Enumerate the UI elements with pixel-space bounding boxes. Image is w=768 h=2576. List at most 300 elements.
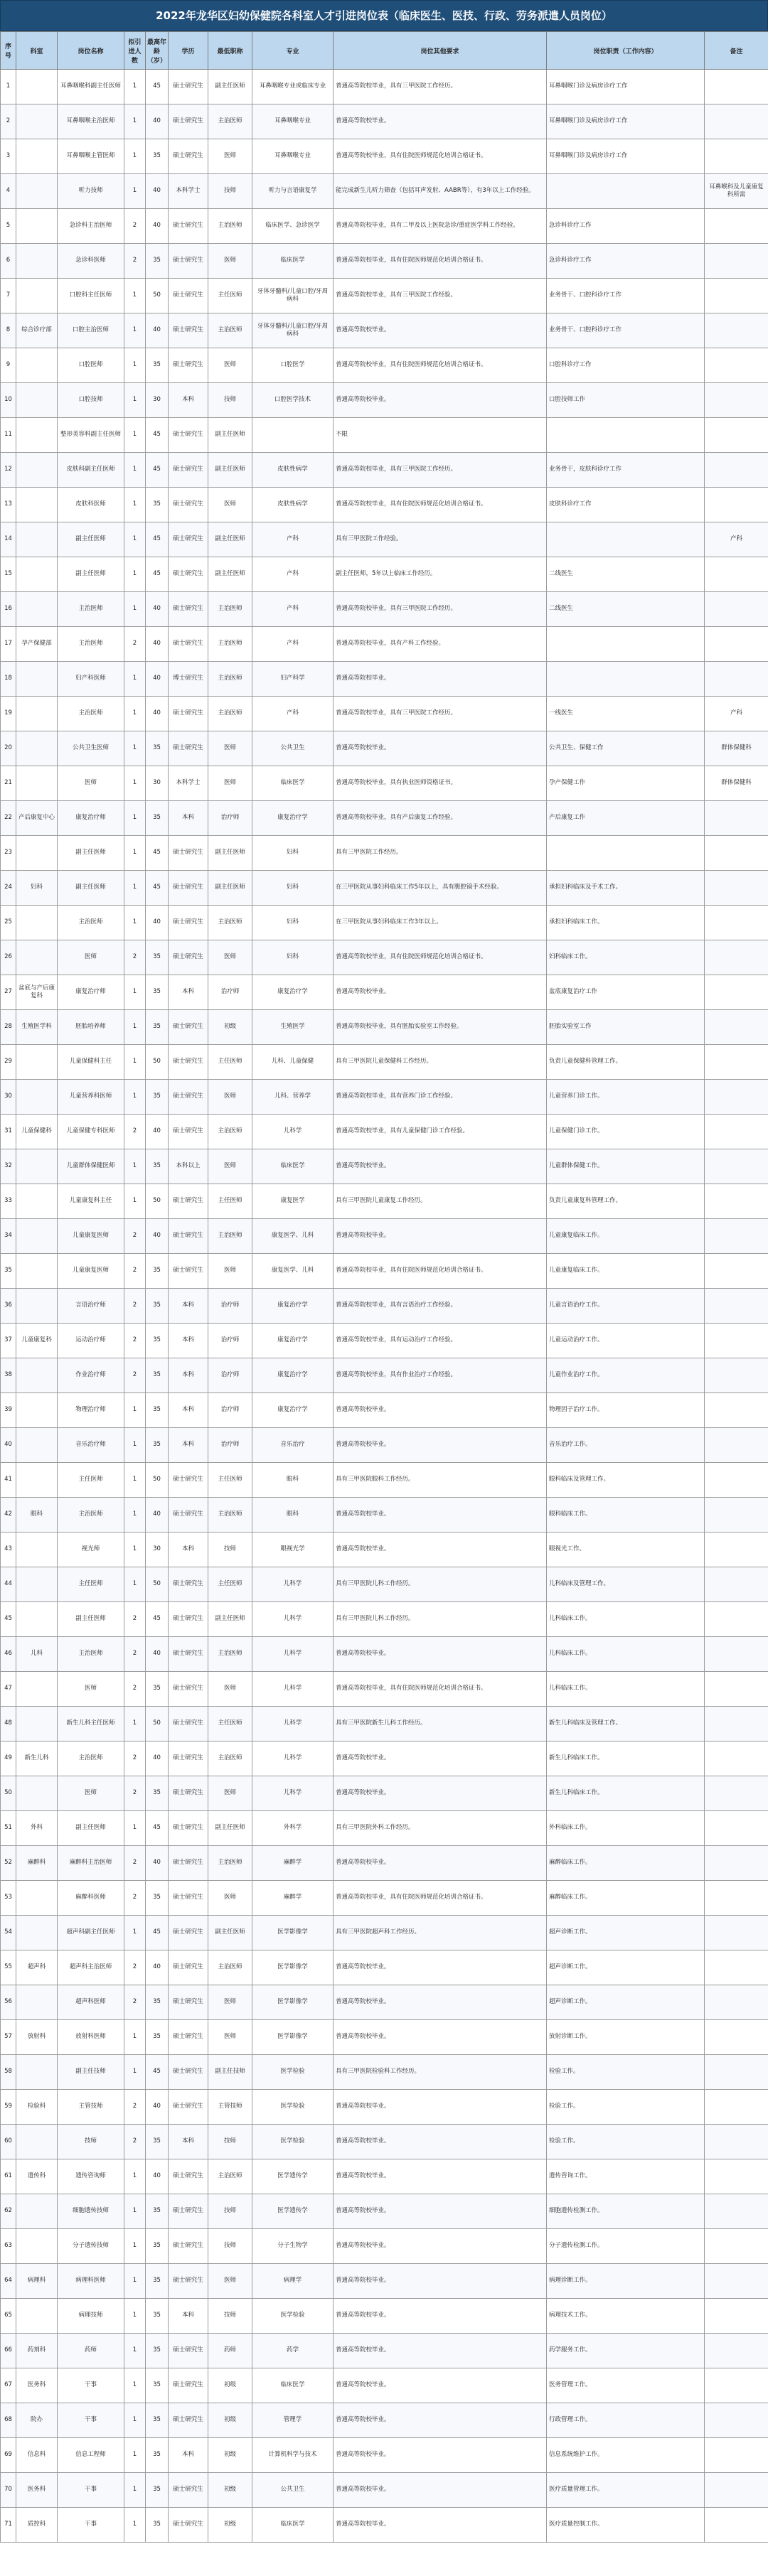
cell-major: 儿科学 (252, 1637, 334, 1672)
cell-index: 67 (1, 2368, 16, 2403)
cell-duties: 急诊科诊疗工作 (547, 209, 705, 244)
table-row (1, 1045, 768, 1080)
cell-title: 医师 (208, 488, 252, 522)
cell-title: 初级 (208, 1010, 252, 1045)
table-row (1, 2159, 768, 2194)
cell-index: 32 (1, 1149, 16, 1184)
cell-index: 22 (1, 801, 16, 836)
cell-duties: 业务骨干、口腔科诊疗工作 (547, 313, 705, 348)
cell-count: 2 (124, 1219, 146, 1254)
cell-notes (705, 1115, 768, 1149)
table-row (1, 1463, 768, 1498)
cell-requirements: 副主任医师，5年以上临床工作经历。 (334, 557, 547, 592)
cell-requirements: 具有三甲医院外科工作经历。 (334, 1811, 547, 1846)
cell-notes (705, 1498, 768, 1533)
cell-education: 本科 (169, 2125, 208, 2159)
cell-position: 超声科主治医师 (58, 1950, 124, 1985)
cell-count: 1 (124, 313, 146, 348)
cell-duties: 二线医生 (547, 592, 705, 627)
table-row (1, 627, 768, 662)
cell-major: 公共卫生 (252, 731, 334, 766)
cell-major: 分子生物学 (252, 2229, 334, 2264)
cell-requirements: 普通高等院校毕业，具有住院医师规范化培训合格证书。 (334, 244, 547, 279)
table-row (1, 70, 768, 104)
cell-department (16, 1567, 58, 1602)
cell-major: 儿科学 (252, 1707, 334, 1742)
cell-requirements: 普通高等院校毕业。 (334, 313, 547, 348)
cell-department (16, 697, 58, 731)
cell-count: 1 (124, 1707, 146, 1742)
cell-requirements: 普通高等院校毕业。 (334, 2020, 547, 2055)
cell-major: 康复医学、儿科 (252, 1219, 334, 1254)
cell-education: 硕士研究生 (169, 1045, 208, 1080)
cell-department: 外科 (16, 1811, 58, 1846)
cell-title: 主任医师 (208, 1045, 252, 1080)
cell-count: 1 (124, 2020, 146, 2055)
cell-max-age: 45 (146, 557, 169, 592)
cell-position: 副主任技师 (58, 2055, 124, 2090)
cell-major: 临床医学 (252, 244, 334, 279)
cell-requirements: 普通高等院校毕业。 (334, 1846, 547, 1881)
cell-title: 副主任医师 (208, 522, 252, 557)
cell-requirements: 具有三甲医院新生儿科工作经历。 (334, 1707, 547, 1742)
cell-education: 硕士研究生 (169, 1254, 208, 1289)
cell-education: 硕士研究生 (169, 1776, 208, 1811)
cell-duties: 外科临床工作。 (547, 1811, 705, 1846)
cell-department: 医务科 (16, 2473, 58, 2508)
cell-department (16, 383, 58, 418)
cell-title: 治疗师 (208, 975, 252, 1010)
cell-title: 技师 (208, 383, 252, 418)
cell-department (16, 1672, 58, 1707)
cell-index: 24 (1, 871, 16, 906)
cell-title: 副主任医师 (208, 1811, 252, 1846)
cell-index: 1 (1, 70, 16, 104)
table-row (1, 1811, 768, 1846)
cell-max-age: 45 (146, 1916, 169, 1950)
cell-department (16, 348, 58, 383)
cell-count: 1 (124, 2264, 146, 2299)
cell-department (16, 1428, 58, 1463)
cell-department (16, 2229, 58, 2264)
cell-major: 医学遗传学 (252, 2159, 334, 2194)
cell-requirements: 具有三甲医院超声科工作经历。 (334, 1916, 547, 1950)
cell-major: 眼科 (252, 1463, 334, 1498)
cell-title: 初级 (208, 2473, 252, 2508)
cell-title: 医师 (208, 1254, 252, 1289)
cell-position: 副主任医师 (58, 1602, 124, 1637)
cell-requirements: 具有三甲医院儿科工作经历。 (334, 1602, 547, 1637)
cell-title: 主治医师 (208, 2159, 252, 2194)
cell-major: 妇科 (252, 906, 334, 940)
cell-index: 70 (1, 2473, 16, 2508)
cell-title: 技师 (208, 2299, 252, 2334)
table-row (1, 1254, 768, 1289)
cell-title: 主治医师 (208, 1742, 252, 1776)
cell-major: 药学 (252, 2334, 334, 2368)
cell-count: 1 (124, 871, 146, 906)
cell-index: 42 (1, 1498, 16, 1533)
cell-max-age: 40 (146, 2159, 169, 2194)
cell-index: 43 (1, 1533, 16, 1567)
cell-position: 耳鼻咽喉主管医师 (58, 139, 124, 174)
cell-duties: 胚胎实验室工作 (547, 1010, 705, 1045)
cell-duties: 音乐治疗工作。 (547, 1428, 705, 1463)
cell-department (16, 662, 58, 697)
cell-position: 耳鼻咽喉主治医师 (58, 104, 124, 139)
cell-index: 17 (1, 627, 16, 662)
cell-title: 主治医师 (208, 662, 252, 697)
cell-count: 2 (124, 1985, 146, 2020)
cell-max-age: 35 (146, 2403, 169, 2438)
cell-requirements: 普通高等院校毕业。 (334, 1498, 547, 1533)
cell-count: 1 (124, 1393, 146, 1428)
cell-duties: 负责儿童保健科管理工作。 (547, 1045, 705, 1080)
cell-max-age: 40 (146, 697, 169, 731)
cell-education: 硕士研究生 (169, 139, 208, 174)
cell-requirements: 普通高等院校毕业。 (334, 2125, 547, 2159)
cell-duties: 眼科临床工作。 (547, 1498, 705, 1533)
cell-position: 主治医师 (58, 1742, 124, 1776)
cell-department: 儿科 (16, 1637, 58, 1672)
cell-count: 1 (124, 2229, 146, 2264)
cell-index: 39 (1, 1393, 16, 1428)
cell-education: 硕士研究生 (169, 1707, 208, 1742)
cell-duties: 妇科临床工作。 (547, 940, 705, 975)
cell-education: 硕士研究生 (169, 2264, 208, 2299)
cell-max-age: 40 (146, 1950, 169, 1985)
cell-max-age: 35 (146, 1080, 169, 1115)
cell-position: 主治医师 (58, 1637, 124, 1672)
cell-index: 28 (1, 1010, 16, 1045)
cell-duties: 儿科临床工作。 (547, 1672, 705, 1707)
cell-max-age: 35 (146, 1428, 169, 1463)
cell-title: 主治医师 (208, 209, 252, 244)
cell-count: 1 (124, 2194, 146, 2229)
cell-notes (705, 1010, 768, 1045)
cell-department: 产后康复中心 (16, 801, 58, 836)
cell-title: 医师 (208, 1672, 252, 1707)
cell-major: 产科 (252, 557, 334, 592)
cell-major: 医学影像学 (252, 1916, 334, 1950)
cell-department (16, 1184, 58, 1219)
cell-position: 医师 (58, 1776, 124, 1811)
cell-department: 孕产保健部 (16, 627, 58, 662)
table-row (1, 2125, 768, 2159)
cell-major: 儿科学 (252, 1672, 334, 1707)
cell-position: 主管技师 (58, 2090, 124, 2125)
cell-position: 麻醉科医师 (58, 1881, 124, 1916)
cell-education: 硕士研究生 (169, 488, 208, 522)
cell-max-age: 50 (146, 1567, 169, 1602)
cell-title: 药师 (208, 2334, 252, 2368)
cell-index: 31 (1, 1115, 16, 1149)
cell-notes (705, 1742, 768, 1776)
cell-position: 医师 (58, 1672, 124, 1707)
cell-major: 儿科学 (252, 1742, 334, 1776)
cell-max-age: 40 (146, 1742, 169, 1776)
table-row (1, 2299, 768, 2334)
cell-notes (705, 906, 768, 940)
cell-title: 医师 (208, 244, 252, 279)
table-row (1, 1324, 768, 1358)
cell-title: 主治医师 (208, 592, 252, 627)
cell-education: 本科 (169, 975, 208, 1010)
cell-department: 检验科 (16, 2090, 58, 2125)
cell-major: 麻醉学 (252, 1846, 334, 1881)
cell-notes (705, 1289, 768, 1324)
cell-duties: 分子遗传检测工作。 (547, 2229, 705, 2264)
cell-duties: 新生儿科临床工作。 (547, 1742, 705, 1776)
cell-department: 综合诊疗部 (16, 313, 58, 348)
cell-count: 1 (124, 697, 146, 731)
cell-max-age: 45 (146, 836, 169, 871)
cell-position: 儿童康复医师 (58, 1254, 124, 1289)
cell-department: 生殖医学科 (16, 1010, 58, 1045)
cell-title: 医师 (208, 1149, 252, 1184)
cell-education: 硕士研究生 (169, 1881, 208, 1916)
cell-index: 8 (1, 313, 16, 348)
cell-major: 管理学 (252, 2403, 334, 2438)
cell-position: 儿童营养科医师 (58, 1080, 124, 1115)
cell-requirements: 普通高等院校毕业，具有住院医师规范化培训合格证书。 (334, 1881, 547, 1916)
cell-notes (705, 383, 768, 418)
table-row (1, 2403, 768, 2438)
cell-max-age: 40 (146, 1219, 169, 1254)
cell-count: 1 (124, 766, 146, 801)
cell-department: 医务科 (16, 2368, 58, 2403)
cell-count: 1 (124, 1533, 146, 1567)
cell-department (16, 1533, 58, 1567)
cell-index: 47 (1, 1672, 16, 1707)
cell-count: 1 (124, 453, 146, 488)
cell-requirements: 普通高等院校毕业。 (334, 1219, 547, 1254)
cell-department: 妇科 (16, 871, 58, 906)
cell-education: 硕士研究生 (169, 2090, 208, 2125)
cell-index: 53 (1, 1881, 16, 1916)
cell-major: 眼科 (252, 1498, 334, 1533)
cell-notes (705, 2334, 768, 2368)
cell-duties: 细胞遗传检测工作。 (547, 2194, 705, 2229)
cell-duties: 耳鼻咽喉门诊及病房诊疗工作 (547, 70, 705, 104)
table-row (1, 2020, 768, 2055)
cell-education: 本科 (169, 1358, 208, 1393)
cell-count: 1 (124, 557, 146, 592)
table-row (1, 557, 768, 592)
cell-index: 52 (1, 1846, 16, 1881)
cell-max-age: 40 (146, 1637, 169, 1672)
cell-max-age: 50 (146, 279, 169, 313)
cell-title: 治疗师 (208, 1358, 252, 1393)
table-row (1, 906, 768, 940)
table-row (1, 1776, 768, 1811)
cell-major: 产科 (252, 522, 334, 557)
cell-department (16, 836, 58, 871)
table-row (1, 975, 768, 1010)
cell-count: 1 (124, 2159, 146, 2194)
cell-index: 64 (1, 2264, 16, 2299)
cell-count: 1 (124, 2438, 146, 2473)
cell-position: 运动治疗师 (58, 1324, 124, 1358)
cell-title: 主治医师 (208, 1950, 252, 1985)
cell-max-age: 40 (146, 2090, 169, 2125)
cell-count: 1 (124, 488, 146, 522)
cell-count: 1 (124, 1428, 146, 1463)
header-title: 最低职称 (208, 32, 252, 70)
cell-major: 康复医学 (252, 1184, 334, 1219)
cell-duties: 遗传咨询工作。 (547, 2159, 705, 2194)
cell-education: 本科 (169, 1289, 208, 1324)
cell-index: 18 (1, 662, 16, 697)
cell-index: 19 (1, 697, 16, 731)
cell-requirements: 普通高等院校毕业。 (334, 1742, 547, 1776)
cell-max-age: 35 (146, 2368, 169, 2403)
cell-max-age: 45 (146, 522, 169, 557)
header-duties: 岗位职责（工作内容） (547, 32, 705, 70)
cell-education: 硕士研究生 (169, 697, 208, 731)
cell-major: 皮肤性病学 (252, 488, 334, 522)
cell-major: 临床医学 (252, 2368, 334, 2403)
cell-education: 硕士研究生 (169, 1950, 208, 1985)
table-row (1, 1916, 768, 1950)
cell-duties (547, 522, 705, 557)
cell-index: 23 (1, 836, 16, 871)
cell-requirements: 具有三甲医院工作经历。 (334, 836, 547, 871)
cell-count: 2 (124, 1776, 146, 1811)
cell-education: 硕士研究生 (169, 104, 208, 139)
cell-duties: 口腔技师工作 (547, 383, 705, 418)
cell-education: 本科学士 (169, 174, 208, 209)
cell-department (16, 244, 58, 279)
cell-position: 药师 (58, 2334, 124, 2368)
cell-department: 遗传科 (16, 2159, 58, 2194)
cell-max-age: 35 (146, 2194, 169, 2229)
cell-index: 44 (1, 1567, 16, 1602)
cell-title: 技师 (208, 174, 252, 209)
cell-position: 放射科医师 (58, 2020, 124, 2055)
cell-education: 硕士研究生 (169, 2020, 208, 2055)
cell-title: 主治医师 (208, 313, 252, 348)
cell-requirements: 普通高等院校毕业，具有言语治疗工作经验。 (334, 1289, 547, 1324)
cell-requirements: 具有三甲医院儿科工作经历。 (334, 1567, 547, 1602)
cell-index: 57 (1, 2020, 16, 2055)
cell-position: 口腔科主任医师 (58, 279, 124, 313)
cell-requirements: 普通高等院校毕业。 (334, 2299, 547, 2334)
cell-index: 10 (1, 383, 16, 418)
cell-department: 眼科 (16, 1498, 58, 1533)
cell-education: 博士研究生 (169, 662, 208, 697)
table-row (1, 279, 768, 313)
cell-duties: 儿童言语治疗工作。 (547, 1289, 705, 1324)
cell-count: 1 (124, 1463, 146, 1498)
cell-notes (705, 1567, 768, 1602)
table-row (1, 2055, 768, 2090)
cell-duties: 儿童运动治疗工作。 (547, 1324, 705, 1358)
cell-title: 医师 (208, 731, 252, 766)
cell-department (16, 1254, 58, 1289)
cell-index: 25 (1, 906, 16, 940)
cell-title: 副主任医师 (208, 1916, 252, 1950)
cell-education: 硕士研究生 (169, 2194, 208, 2229)
cell-department (16, 2299, 58, 2334)
cell-index: 33 (1, 1184, 16, 1219)
cell-education: 硕士研究生 (169, 313, 208, 348)
cell-count: 2 (124, 1742, 146, 1776)
cell-index: 29 (1, 1045, 16, 1080)
table-row (1, 174, 768, 209)
positions-table (0, 31, 768, 2543)
cell-department: 放射科 (16, 2020, 58, 2055)
cell-count: 1 (124, 174, 146, 209)
cell-requirements: 普通高等院校毕业，具有住院医师规范化培训合格证书。 (334, 1672, 547, 1707)
cell-count: 1 (124, 2299, 146, 2334)
cell-position: 公共卫生医师 (58, 731, 124, 766)
cell-education: 硕士研究生 (169, 2403, 208, 2438)
cell-education: 硕士研究生 (169, 940, 208, 975)
cell-notes (705, 2125, 768, 2159)
table-row (1, 1533, 768, 1567)
cell-duties: 公共卫生、保健工作 (547, 731, 705, 766)
cell-department: 麻醉科 (16, 1846, 58, 1881)
cell-department: 儿童康复科 (16, 1324, 58, 1358)
table-row (1, 139, 768, 174)
cell-count: 2 (124, 1637, 146, 1672)
cell-major: 医学影像学 (252, 1950, 334, 1985)
cell-max-age: 40 (146, 662, 169, 697)
cell-education: 硕士研究生 (169, 871, 208, 906)
cell-max-age: 35 (146, 1881, 169, 1916)
cell-index: 54 (1, 1916, 16, 1950)
cell-major: 康复医学、儿科 (252, 1254, 334, 1289)
table-row (1, 1707, 768, 1742)
table-row (1, 1289, 768, 1324)
cell-duties: 超声诊断工作。 (547, 1916, 705, 1950)
table-row (1, 1428, 768, 1463)
cell-requirements: 普通高等院校毕业，具有执业医师资格证书。 (334, 766, 547, 801)
cell-position: 口腔医师 (58, 348, 124, 383)
cell-title: 副主任医师 (208, 418, 252, 453)
cell-max-age: 40 (146, 104, 169, 139)
cell-notes (705, 1776, 768, 1811)
cell-requirements: 普通高等院校毕业，具有产后康复工作经验。 (334, 801, 547, 836)
header-index: 序号 (1, 32, 16, 70)
cell-duties: 负责儿童康复科管理工作。 (547, 1184, 705, 1219)
table-row (1, 836, 768, 871)
table-header-row (1, 32, 768, 70)
cell-max-age: 50 (146, 1463, 169, 1498)
cell-duties: 承担妇科临床及手术工作。 (547, 871, 705, 906)
cell-max-age: 35 (146, 1776, 169, 1811)
cell-max-age: 50 (146, 1707, 169, 1742)
cell-department (16, 1080, 58, 1115)
cell-education: 硕士研究生 (169, 2473, 208, 2508)
cell-education: 硕士研究生 (169, 1498, 208, 1533)
cell-department (16, 1881, 58, 1916)
cell-department (16, 1776, 58, 1811)
cell-notes (705, 557, 768, 592)
cell-education: 硕士研究生 (169, 1080, 208, 1115)
cell-duties: 盆底康复治疗工作 (547, 975, 705, 1010)
cell-major: 临床医学、急诊医学 (252, 209, 334, 244)
cell-title: 医师 (208, 1985, 252, 2020)
cell-max-age: 35 (146, 940, 169, 975)
cell-index: 49 (1, 1742, 16, 1776)
cell-max-age: 45 (146, 871, 169, 906)
cell-duties: 超声诊断工作。 (547, 1950, 705, 1985)
cell-index: 46 (1, 1637, 16, 1672)
cell-title: 医师 (208, 766, 252, 801)
cell-position: 儿童保健专科医师 (58, 1115, 124, 1149)
